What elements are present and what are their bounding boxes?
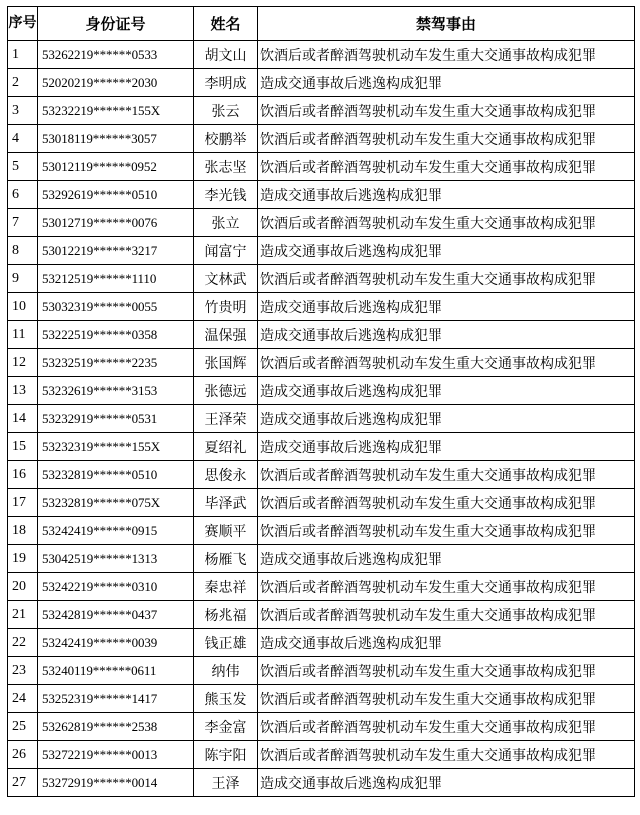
row-index-cell: 25: [8, 713, 38, 741]
row-id-number-cell: 53272219******0013: [38, 741, 194, 769]
row-id-number-cell: 53232819******0510: [38, 461, 194, 489]
row-index-cell: 17: [8, 489, 38, 517]
row-name-cell: 李光钱: [194, 181, 258, 209]
row-reason-cell: 饮酒后或者醉酒驾驶机动车发生重大交通事故构成犯罪: [258, 601, 635, 629]
row-reason-cell: 饮酒后或者醉酒驾驶机动车发生重大交通事故构成犯罪: [258, 573, 635, 601]
row-index-cell: 12: [8, 349, 38, 377]
row-id-number-cell: 52020219******2030: [38, 69, 194, 97]
row-id-number-cell: 53232619******3153: [38, 377, 194, 405]
header-index: 序号: [8, 7, 38, 41]
header-id-number: 身份证号: [38, 7, 194, 41]
row-reason-cell: 造成交通事故后逃逸构成犯罪: [258, 433, 635, 461]
row-name-cell: 思俊永: [194, 461, 258, 489]
row-reason-cell: 饮酒后或者醉酒驾驶机动车发生重大交通事故构成犯罪: [258, 489, 635, 517]
row-name-cell: 李金富: [194, 713, 258, 741]
row-index-cell: 18: [8, 517, 38, 545]
row-index-cell: 24: [8, 685, 38, 713]
row-index-cell: 10: [8, 293, 38, 321]
row-index-cell: 1: [8, 41, 38, 69]
row-id-number-cell: 53232519******2235: [38, 349, 194, 377]
row-id-number-cell: 53242219******0310: [38, 573, 194, 601]
table-row: [8, 461, 635, 489]
table-header: [8, 7, 635, 41]
table-row: [8, 237, 635, 265]
row-index-cell: 13: [8, 377, 38, 405]
row-name-cell: 毕泽武: [194, 489, 258, 517]
row-name-cell: 张德远: [194, 377, 258, 405]
row-index-cell: 9: [8, 265, 38, 293]
row-name-cell: 杨兆福: [194, 601, 258, 629]
table-row: [8, 265, 635, 293]
row-id-number-cell: 53232819******075X: [38, 489, 194, 517]
row-id-number-cell: 53240119******0611: [38, 657, 194, 685]
row-name-cell: 赛顺平: [194, 517, 258, 545]
row-name-cell: 校鹏举: [194, 125, 258, 153]
row-index-cell: 7: [8, 209, 38, 237]
table-row: [8, 685, 635, 713]
row-reason-cell: 饮酒后或者醉酒驾驶机动车发生重大交通事故构成犯罪: [258, 349, 635, 377]
row-reason-cell: 饮酒后或者醉酒驾驶机动车发生重大交通事故构成犯罪: [258, 657, 635, 685]
row-reason-cell: 饮酒后或者醉酒驾驶机动车发生重大交通事故构成犯罪: [258, 153, 635, 181]
table-row: [8, 41, 635, 69]
row-reason-cell: 造成交通事故后逃逸构成犯罪: [258, 293, 635, 321]
row-reason-cell: 饮酒后或者醉酒驾驶机动车发生重大交通事故构成犯罪: [258, 713, 635, 741]
row-name-cell: 熊玉发: [194, 685, 258, 713]
row-id-number-cell: 53018119******3057: [38, 125, 194, 153]
table-row: [8, 209, 635, 237]
row-id-number-cell: 53232919******0531: [38, 405, 194, 433]
row-reason-cell: 造成交通事故后逃逸构成犯罪: [258, 321, 635, 349]
row-id-number-cell: 53012119******0952: [38, 153, 194, 181]
document-sheet: [7, 6, 634, 797]
row-name-cell: 纳伟: [194, 657, 258, 685]
row-name-cell: 竹贵明: [194, 293, 258, 321]
row-id-number-cell: 53242819******0437: [38, 601, 194, 629]
row-name-cell: 文林武: [194, 265, 258, 293]
row-id-number-cell: 53292619******0510: [38, 181, 194, 209]
row-name-cell: 闻富宁: [194, 237, 258, 265]
row-reason-cell: 饮酒后或者醉酒驾驶机动车发生重大交通事故构成犯罪: [258, 41, 635, 69]
row-index-cell: 16: [8, 461, 38, 489]
table-row: [8, 153, 635, 181]
table-row: [8, 657, 635, 685]
row-name-cell: 温保强: [194, 321, 258, 349]
header-name: 姓名: [194, 7, 258, 41]
table-row: [8, 293, 635, 321]
row-reason-cell: 造成交通事故后逃逸构成犯罪: [258, 545, 635, 573]
row-name-cell: 杨雁飞: [194, 545, 258, 573]
table-row: [8, 405, 635, 433]
row-name-cell: 王泽荣: [194, 405, 258, 433]
row-name-cell: 张国辉: [194, 349, 258, 377]
row-name-cell: 夏绍礼: [194, 433, 258, 461]
row-id-number-cell: 53232319******155X: [38, 433, 194, 461]
row-name-cell: 钱正雄: [194, 629, 258, 657]
table-row: [8, 125, 635, 153]
row-reason-cell: 饮酒后或者醉酒驾驶机动车发生重大交通事故构成犯罪: [258, 741, 635, 769]
row-reason-cell: 造成交通事故后逃逸构成犯罪: [258, 181, 635, 209]
row-index-cell: 15: [8, 433, 38, 461]
row-id-number-cell: 53222519******0358: [38, 321, 194, 349]
row-reason-cell: 饮酒后或者醉酒驾驶机动车发生重大交通事故构成犯罪: [258, 209, 635, 237]
table-row: [8, 713, 635, 741]
row-id-number-cell: 53272919******0014: [38, 769, 194, 797]
table-row: [8, 433, 635, 461]
row-id-number-cell: 53232219******155X: [38, 97, 194, 125]
table-row: [8, 769, 635, 797]
table-body: [8, 41, 635, 797]
header-reason: 禁驾事由: [258, 7, 635, 41]
row-index-cell: 14: [8, 405, 38, 433]
row-index-cell: 27: [8, 769, 38, 797]
table-row: [8, 69, 635, 97]
table-row: [8, 741, 635, 769]
row-id-number-cell: 53262819******2538: [38, 713, 194, 741]
row-id-number-cell: 53252319******1417: [38, 685, 194, 713]
row-reason-cell: 造成交通事故后逃逸构成犯罪: [258, 769, 635, 797]
row-name-cell: 张立: [194, 209, 258, 237]
row-index-cell: 2: [8, 69, 38, 97]
row-index-cell: 3: [8, 97, 38, 125]
table-row: [8, 545, 635, 573]
row-reason-cell: 饮酒后或者醉酒驾驶机动车发生重大交通事故构成犯罪: [258, 685, 635, 713]
row-reason-cell: 造成交通事故后逃逸构成犯罪: [258, 69, 635, 97]
table-row: [8, 181, 635, 209]
row-index-cell: 19: [8, 545, 38, 573]
table-row: [8, 629, 635, 657]
row-index-cell: 4: [8, 125, 38, 153]
row-index-cell: 26: [8, 741, 38, 769]
row-reason-cell: 造成交通事故后逃逸构成犯罪: [258, 405, 635, 433]
row-index-cell: 5: [8, 153, 38, 181]
table-row: [8, 517, 635, 545]
row-id-number-cell: 53032319******0055: [38, 293, 194, 321]
table-row: [8, 349, 635, 377]
row-name-cell: 陈宇阳: [194, 741, 258, 769]
table-row: [8, 573, 635, 601]
table-row: [8, 377, 635, 405]
row-reason-cell: 造成交通事故后逃逸构成犯罪: [258, 237, 635, 265]
row-id-number-cell: 53242419******0915: [38, 517, 194, 545]
row-name-cell: 张志坚: [194, 153, 258, 181]
row-index-cell: 23: [8, 657, 38, 685]
row-index-cell: 20: [8, 573, 38, 601]
row-id-number-cell: 53012719******0076: [38, 209, 194, 237]
row-name-cell: 李明成: [194, 69, 258, 97]
row-name-cell: 王泽: [194, 769, 258, 797]
row-reason-cell: 饮酒后或者醉酒驾驶机动车发生重大交通事故构成犯罪: [258, 97, 635, 125]
header-row: [8, 7, 635, 41]
row-index-cell: 6: [8, 181, 38, 209]
row-name-cell: 秦忠祥: [194, 573, 258, 601]
row-reason-cell: 造成交通事故后逃逸构成犯罪: [258, 629, 635, 657]
row-name-cell: 胡文山: [194, 41, 258, 69]
row-reason-cell: 饮酒后或者醉酒驾驶机动车发生重大交通事故构成犯罪: [258, 265, 635, 293]
row-index-cell: 21: [8, 601, 38, 629]
table-row: [8, 97, 635, 125]
row-index-cell: 22: [8, 629, 38, 657]
table-row: [8, 321, 635, 349]
row-reason-cell: 饮酒后或者醉酒驾驶机动车发生重大交通事故构成犯罪: [258, 517, 635, 545]
row-id-number-cell: 53262219******0533: [38, 41, 194, 69]
row-id-number-cell: 53242419******0039: [38, 629, 194, 657]
row-name-cell: 张云: [194, 97, 258, 125]
row-index-cell: 8: [8, 237, 38, 265]
row-reason-cell: 饮酒后或者醉酒驾驶机动车发生重大交通事故构成犯罪: [258, 125, 635, 153]
row-reason-cell: 造成交通事故后逃逸构成犯罪: [258, 377, 635, 405]
row-index-cell: 11: [8, 321, 38, 349]
banned-drivers-table: [7, 6, 635, 797]
table-row: [8, 489, 635, 517]
row-id-number-cell: 53212519******1110: [38, 265, 194, 293]
row-id-number-cell: 53012219******3217: [38, 237, 194, 265]
row-id-number-cell: 53042519******1313: [38, 545, 194, 573]
row-reason-cell: 饮酒后或者醉酒驾驶机动车发生重大交通事故构成犯罪: [258, 461, 635, 489]
table-row: [8, 601, 635, 629]
